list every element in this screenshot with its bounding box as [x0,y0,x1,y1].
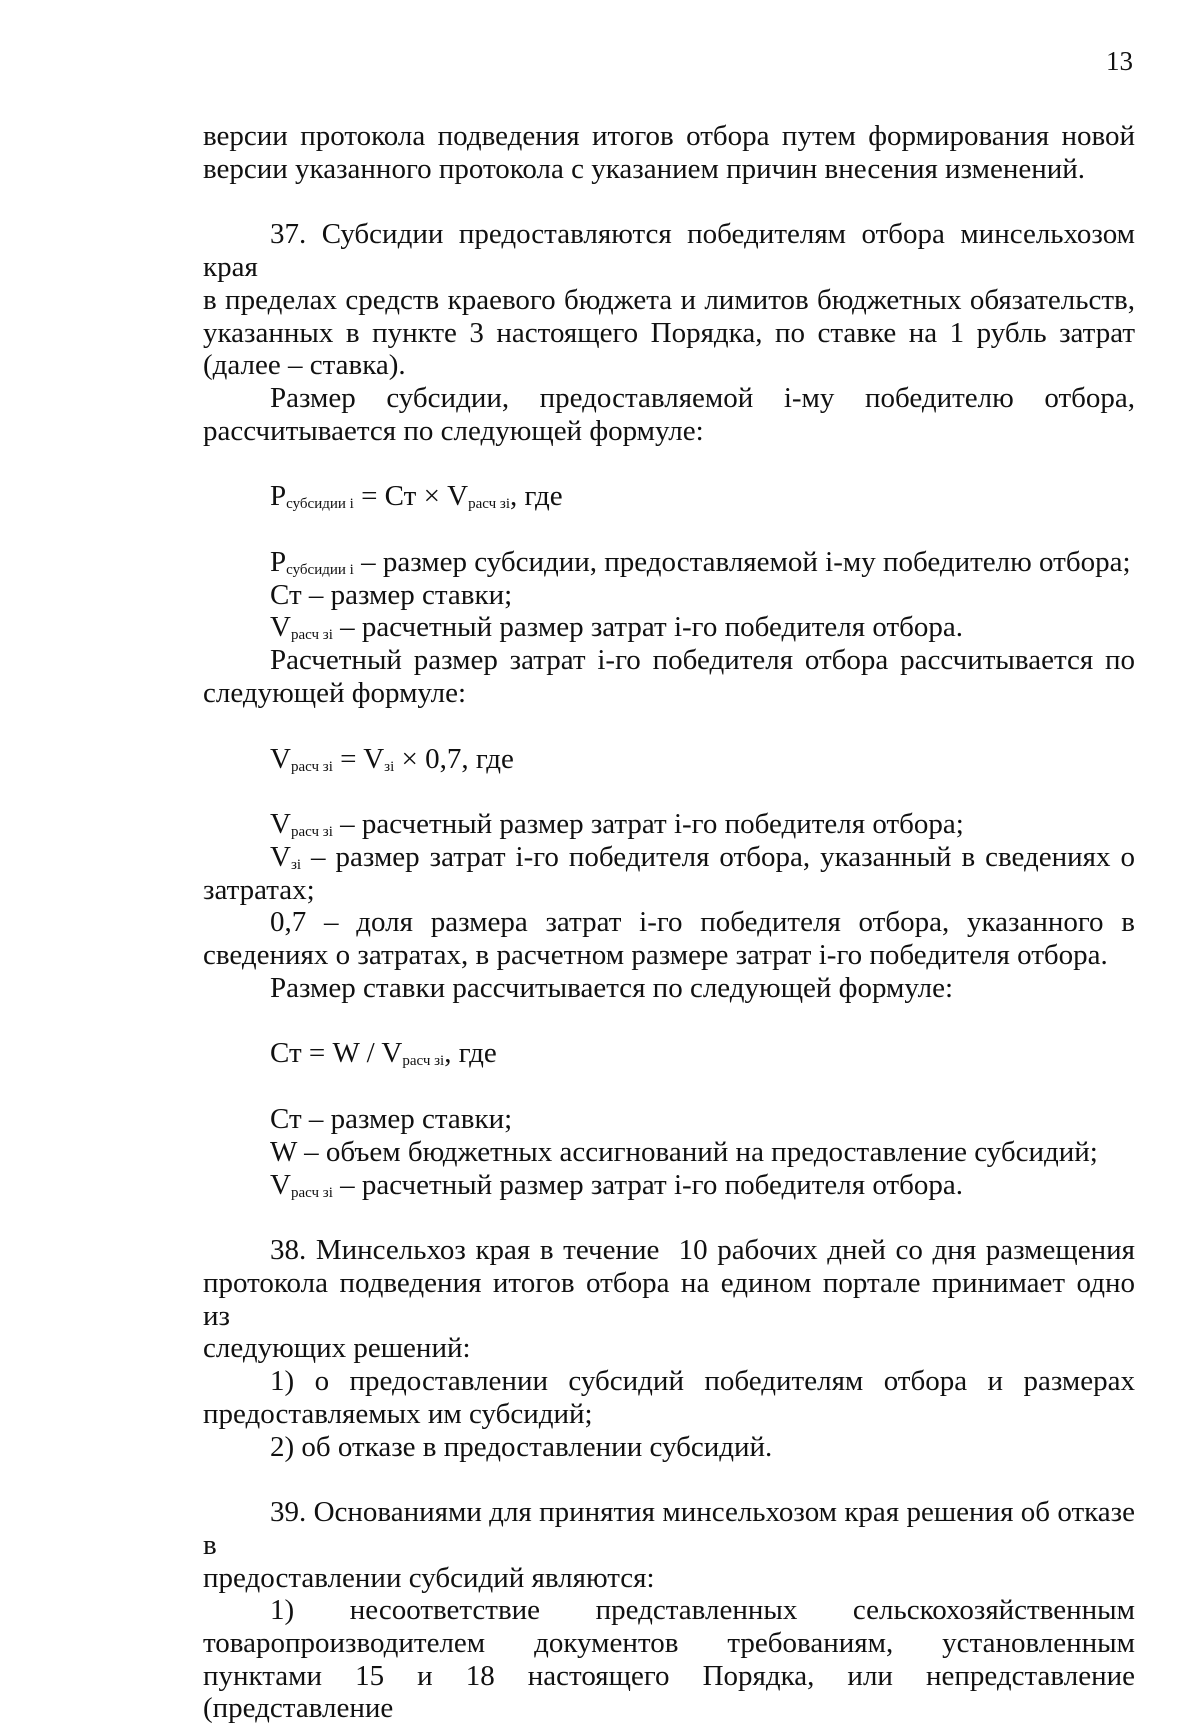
definition-line: Ст – размер ставки; [270,1103,513,1136]
text-line: сведениях о затратах, в расчетном размере затрат i-го победителя отбора. [203,939,1108,972]
paragraph-37-line: 37. Субсидии предоставляются победителям отбора минсельхозом края [203,218,1135,284]
paragraph-39-line: 39. Основаниями для принятия минсельхозом края решения об отказе в [203,1496,1135,1561]
text-line: Размер ставки рассчитывается по следующей формуле: [270,971,954,1004]
text-line: версии указанного протокола с указанием причин внесения изменений. [203,152,1086,185]
text-line: протокола подведения итогов отбора на едином портале принимает одно из [203,1266,1135,1332]
text-line: предоставляемых им субсидий; [203,1397,593,1430]
text-line: следующей формуле: [203,676,467,709]
definition-line: $V_{расч зi}$ – расчетный размер затрат i-го победителя отбора; [270,808,964,841]
text-line: Расчетный размер затрат i-го победителя отбора рассчитывается по [270,644,1135,677]
text-line: 0,7 – доля размера затрат i-го победителя отбора, указанного в [270,906,1135,939]
page-number: 13 [1106,46,1133,76]
definition-line: $V_{расч зi}$ – расчетный размер затрат i-го победителя отбора. [270,1168,964,1201]
text-line: указанных в пункте 3 настоящего Порядка, по ставке на 1 рубль затрат [203,316,1135,349]
document-body [203,120,1135,1725]
formula-rate: Ст = W / $V_{расч зi}$, где [270,1037,497,1070]
text-line: версии протокола подведения итогов отбора путем формирования новой [203,120,1135,152]
definition-line: W – объем бюджетных ассигнований на предоставление субсидий; [270,1135,1098,1168]
definition-line: $P_{субсидии i}$ – размер субсидии, предоставляемой i-му победителю отбора; [270,546,1131,579]
list-item: 1) несоответствие представленных сельскохозяйственным [270,1594,1135,1627]
text-line: рассчитывается по следующей формуле: [203,414,704,447]
definition-line: $V_{расч зi}$ – расчетный размер затрат i-го победителя отбора. [270,611,964,644]
formula-subsidy: $P_{субсидии i}$ = Ст × $V_{расч зi}$, где [270,480,563,513]
text-line: товаропроизводителем документов требованиям, установленным [203,1627,1135,1660]
formula-calculated-costs: $V_{расч зi} = V_{зi} \times 0,7$, где [270,742,514,775]
text-line: предоставлении субсидий являются: [203,1561,655,1594]
text-line: пунктами 15 и 18 настоящего Порядка, или непредставление (представление [203,1659,1135,1725]
definition-line: $V_{зi}$ – размер затрат i-го победителя отбора, указанный в сведениях о [270,840,1135,873]
text-line: Размер субсидии, предоставляемой i-му победителю отбора, [270,381,1135,414]
text-line: в пределах средств краевого бюджета и лимитов бюджетных обязательств, [203,283,1135,316]
list-item: 1) о предоставлении субсидий победителям отбора и размерах [270,1365,1135,1398]
text-line: (далее – ставка). [203,349,406,382]
list-item: 2) об отказе в предоставлении субсидий. [270,1430,773,1463]
text-line: затратах; [203,873,315,906]
text-line: следующих решений: [203,1332,471,1365]
paragraph-38-line: 38. Минсельхоз края в течение 10 рабочих дней со дня размещения [270,1234,1135,1267]
definition-line: Ст – размер ставки; [270,578,513,611]
